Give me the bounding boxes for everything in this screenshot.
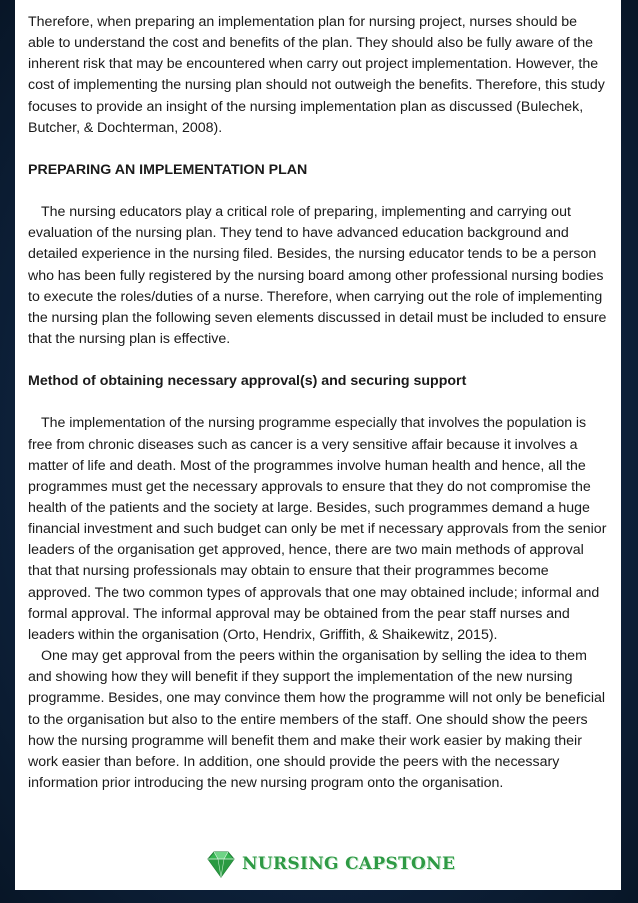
section-heading: PREPARING AN IMPLEMENTATION PLAN bbox=[28, 161, 308, 178]
subsection-paragraph-2: One may get approval from the peers within the organisation by selling the idea to them and showing how they will benefit if they support the implementation of the new nursing programme. Besides, one may convince them how the programme will not only be beneficial to the organisation but also to the entire members of the staff. One should show the peers how the nursing programme will benefit them and make their work easier by making their work easier than before. In addition, one should provide the peers with the necessary information prior introducing the new nursing program onto the organisation. bbox=[28, 648, 606, 791]
spacer bbox=[28, 181, 607, 202]
section-paragraph: The nursing educators play a critical role of preparing, implementing and carrying out evaluation of the nursing plan. They tend to have advanced education background and detailed experience in the nursing filed. Besides, the nursing educator tends to be a person who has been fully registered by the nursing board among other professional nursing bodies to execute the roles/duties of a nurse. Therefore, when carrying out the role of implementing the nursing plan the following seven elements discussed in detail must be included to ensure that the nursing plan is effective. bbox=[28, 204, 607, 348]
spacer bbox=[28, 139, 607, 160]
logo-text: NURSING CAPSTONE bbox=[242, 854, 456, 874]
spacer bbox=[28, 392, 607, 413]
nursing-capstone-logo bbox=[204, 847, 455, 881]
document-page bbox=[15, 0, 621, 890]
spacer bbox=[28, 350, 607, 371]
diamond-gem-icon bbox=[204, 847, 238, 881]
subsection-paragraph-1: The implementation of the nursing programme especially that involves the population is free from chronic diseases such as cancer is a very sensitive affair because it involves a matter of life and death. Most of the programmes involve human health and hence, all the programmes must get the necessary approvals to ensure that they do not compromise the health of the patients and the society at large. Besides, such programmes demand a huge financial investment and such budget can only be met if necessary approvals from the senior leaders of the organisation get approved, hence, there are two main methods of approval that that nursing professionals may obtain to ensure that their programmes become approved. The two common types of approvals that one may obtained include; informal and formal approval. The informal approval may be obtained from the pear staff nurses and leaders within the organisation (Orto, Hendrix, Griffith, & Shaikewitz, 2015). bbox=[28, 415, 607, 643]
subsection-heading: Method of obtaining necessary approval(s) and securing support bbox=[28, 373, 467, 390]
intro-paragraph: Therefore, when preparing an implementation plan for nursing project, nurses should be able to understand the cost and benefits of the plan. They should also be fully aware of the inherent risk that may be encountered when carry out project implementation. However, the cost of implementing the nursing plan should not outweigh the benefits. Therefore, this study focuses to provide an insight of the nursing implementation plan as discussed (Bulechek, Butcher, & Dochterman, 2008). bbox=[28, 14, 605, 136]
